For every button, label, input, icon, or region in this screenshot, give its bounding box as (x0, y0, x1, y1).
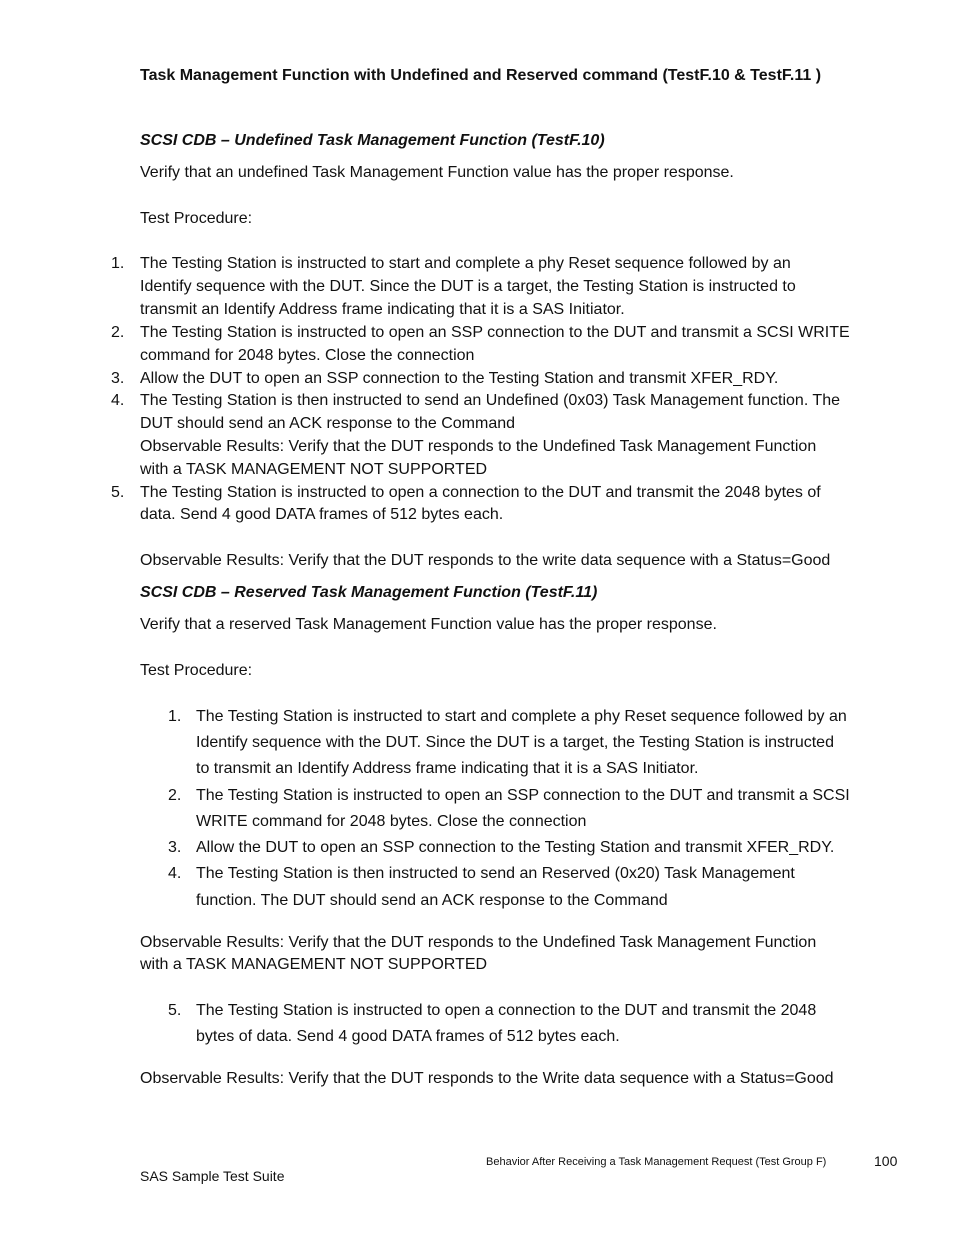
list-number: 1. (111, 255, 125, 272)
list-text: data. Send 4 good DATA frames of 512 bytes each. (140, 506, 504, 523)
list-text: Identify sequence with the DUT. Since the DUT is a target, the Testing Station is instructed (196, 734, 834, 751)
list-number: 3. (168, 839, 182, 856)
list-text: command for 2048 bytes. Close the connection (140, 347, 475, 364)
list-text: The Testing Station is instructed to open an SSP connection to the DUT and transmit a SCSI (196, 787, 850, 804)
observable-results-f11-mid: with a TASK MANAGEMENT NOT SUPPORTED (140, 956, 488, 973)
page-number: 100 (874, 1153, 898, 1169)
list-text: bytes of data. Send 4 good DATA frames of 512 bytes each. (196, 1028, 620, 1045)
list-text: The Testing Station is then instructed to send an Reserved (0x20) Task Management (196, 865, 795, 882)
list-number: 5. (168, 1002, 182, 1019)
list-number: 5. (111, 484, 125, 501)
list-text: Allow the DUT to open an SSP connection to the Testing Station and transmit XFER_RDY. (140, 370, 779, 387)
list-text: The Testing Station is instructed to start and complete a phy Reset sequence followed by an (196, 708, 847, 725)
list-number: 1. (168, 708, 182, 725)
section-intro-f10: Verify that an undefined Task Management Function value has the proper response. (140, 164, 734, 181)
list-text: function. The DUT should send an ACK response to the Command (196, 892, 668, 909)
list-text: The Testing Station is instructed to open a connection to the DUT and transmit the 2048 (196, 1002, 817, 1019)
section-intro-f11: Verify that a reserved Task Management Function value has the proper response. (140, 616, 717, 633)
list-text: Observable Results: Verify that the DUT responds to the Undefined Task Management Function (140, 438, 817, 455)
procedure-label-f11: Test Procedure: (140, 662, 253, 679)
list-text: transmit an Identify Address frame indicating that it is a SAS Initiator. (140, 301, 625, 318)
list-text: Allow the DUT to open an SSP connection to the Testing Station and transmit XFER_RDY. (196, 839, 835, 856)
page-heading: Task Management Function with Undefined and Reserved command (TestF.10 & TestF.11 ) (140, 67, 822, 84)
list-text: The Testing Station is instructed to open a connection to the DUT and transmit the 2048 bytes of (140, 484, 821, 501)
list-number: 4. (168, 865, 182, 882)
footer-section-title: Behavior After Receiving a Task Management Request (Test Group F) (486, 1156, 827, 1168)
footer-doc-title: SAS Sample Test Suite (140, 1168, 285, 1184)
list-number: 2. (111, 324, 125, 341)
list-text: Identify sequence with the DUT. Since the DUT is a target, the Testing Station is instructed to (140, 278, 796, 295)
observable-results-f11-mid: Observable Results: Verify that the DUT responds to the Undefined Task Management Function (140, 934, 817, 951)
list-text: WRITE command for 2048 bytes. Close the connection (196, 813, 587, 830)
list-text: The Testing Station is instructed to start and complete a phy Reset sequence followed by an (140, 255, 791, 272)
section-title-f11: SCSI CDB – Reserved Task Management Function (TestF.11) (140, 584, 598, 601)
observable-results-f11: Observable Results: Verify that the DUT responds to the Write data sequence with a Status=Good (140, 1070, 834, 1087)
list-number: 2. (168, 787, 182, 804)
list-text: The Testing Station is instructed to open an SSP connection to the DUT and transmit a SCSI WRITE (140, 324, 850, 341)
observable-results-f10: Observable Results: Verify that the DUT responds to the write data sequence with a Status=Good (140, 552, 831, 569)
list-text: DUT should send an ACK response to the Command (140, 415, 516, 432)
list-text: The Testing Station is then instructed to send an Undefined (0x03) Task Management function. The (140, 392, 840, 409)
list-text: to transmit an Identify Address frame indicating that it is a SAS Initiator. (196, 760, 699, 777)
procedure-label-f10: Test Procedure: (140, 210, 253, 227)
list-number: 3. (111, 370, 125, 387)
section-title-f10: SCSI CDB – Undefined Task Management Function (TestF.10) (140, 132, 605, 149)
list-number: 4. (111, 392, 125, 409)
list-text: with a TASK MANAGEMENT NOT SUPPORTED (140, 461, 488, 478)
